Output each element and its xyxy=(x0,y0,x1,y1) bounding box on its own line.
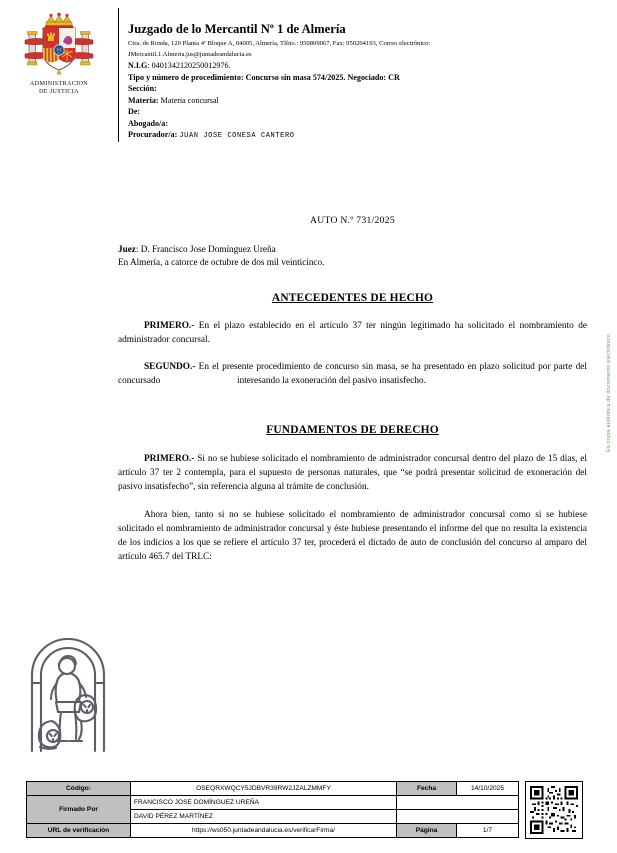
qr-code-icon[interactable] xyxy=(525,781,583,839)
nig-label: N.I.G xyxy=(128,61,148,71)
firmado-value-1: FRANCISCO JOSE DOMÍNGUEZ UREÑA xyxy=(131,796,397,810)
procedure-line xyxy=(128,72,617,83)
judge-value: : D. Francisco Jose Domínguez Ureña xyxy=(135,244,276,254)
firmado-value-2: DAVID PÉREZ MARTÍNEZ xyxy=(131,810,397,824)
antecedentes-heading: ANTECEDENTES DE HECHO xyxy=(271,291,434,304)
seccion-label: Sección: xyxy=(128,84,157,94)
electronic-copy-stamp xyxy=(602,298,616,488)
document-header xyxy=(0,8,617,142)
antecedente-primero-ordinal: PRIMERO.- xyxy=(144,320,195,331)
abogado-label: Abogado/a: xyxy=(128,118,169,128)
fundamento-primero-ordinal: PRIMERO.- xyxy=(144,454,195,465)
procurador-line xyxy=(128,129,617,142)
pagina-value: 1/7 xyxy=(457,824,519,838)
emblem-column xyxy=(0,8,118,96)
de-line xyxy=(128,106,617,117)
court-seal xyxy=(22,625,114,755)
electronic-copy-stamp-text: Es copia auténtica de documento electrónico xyxy=(606,333,612,453)
codigo-label: Código: xyxy=(27,782,131,796)
signature-table xyxy=(26,781,519,838)
firmado-blank-1 xyxy=(397,796,519,810)
table-row-codigo xyxy=(27,782,519,796)
emblem-caption-line1: ADMINISTRACION xyxy=(29,80,89,87)
url-label: URL de verificación xyxy=(27,824,131,838)
court-address: Ctra. de Ronda, 120 Planta 4ª Bloque A, 04005, Almería, Tlfno.: 950809067, Fax: 950204193, Correo electrónico: xyxy=(128,40,431,48)
spain-coat-of-arms-icon xyxy=(0,12,118,78)
auto-number: AUTO N.º 731/2025 xyxy=(310,215,395,226)
materia-line xyxy=(128,95,617,106)
codigo-value: OSEQRXWQCY5JDBVR39RW2JZALZMMFY xyxy=(131,782,397,796)
court-title: Juzgado de lo Mercantil Nº 1 de Almería xyxy=(128,22,346,36)
nig-value: : 0401342120250012976. xyxy=(147,61,231,71)
court-email: JMercantil.1.Almeria.jus@juntadeandalucia.es xyxy=(128,51,252,59)
antecedente-segundo-text-part1: En el presente procedimiento de concurso sin masa, se ha presentado en plazo solicitud por parte del concursado xyxy=(118,361,587,387)
antecedente-segundo-text-part2: interesando la exoneración del pasivo insatisfecho. xyxy=(234,376,426,387)
court-header-text xyxy=(118,8,617,142)
procedure-value: Concurso sin masa 574/2025. Negociado: CR xyxy=(245,72,400,82)
fundamentos-heading: FUNDAMENTOS DE DERECHO xyxy=(266,424,439,437)
document-body xyxy=(118,215,587,577)
pagina-label: Página xyxy=(397,824,457,838)
fecha-label: Fecha xyxy=(397,782,457,796)
judge-line xyxy=(118,243,587,256)
emblem-caption xyxy=(0,80,118,96)
firmado-blank-2 xyxy=(397,810,519,824)
judge-label: Juez xyxy=(118,244,136,254)
fecha-value: 14/10/2025 xyxy=(457,782,519,796)
antecedente-primero-text: En el plazo establecido en el artículo 37 ter ningún legitimado ha solicitado el nombramiento de administrador concursal. xyxy=(118,320,587,345)
fundamento-continuacion xyxy=(118,508,587,565)
seccion-line xyxy=(128,83,617,94)
fundamento-primero-text: Si no se hubiese solicitado el nombramiento de administrador concursal dentro del plazo de 15 días, el artículo 37 ter 2 contempla, para el supuesto de personas naturales, que “se podrá presentar solicitud de exoneración del pasivo insatisfecho”, sin referencia alguna al trámite de conclusión. xyxy=(118,454,587,493)
table-row-firmado-1 xyxy=(27,796,519,810)
antecedente-primero xyxy=(118,319,587,347)
abogado-line xyxy=(128,118,617,129)
table-row-url xyxy=(27,824,519,838)
antecedente-segundo-ordinal: SEGUNDO.- xyxy=(144,361,196,372)
signature-footer xyxy=(26,781,591,839)
procurador-value: JUAN JOSE CONESA CANTERO xyxy=(179,132,295,141)
procedure-label: Tipo y número de procedimiento: xyxy=(128,72,244,82)
antecedente-segundo xyxy=(118,360,587,388)
materia-value: Materia concursal xyxy=(160,95,219,105)
fundamento-primero xyxy=(118,452,587,494)
nig-line xyxy=(128,60,617,71)
de-label: De: xyxy=(128,107,141,117)
materia-label: Materia: xyxy=(128,95,159,105)
emblem-caption-line2: DE JUSTICIA xyxy=(39,87,79,95)
place-date-line: En Almería, a catorce de octubre de dos mil veinticinco. xyxy=(118,257,325,268)
daniel-lions-den-seal-icon xyxy=(22,742,114,759)
procurador-label: Procurador/a: xyxy=(128,130,178,140)
firmado-label: Firmado Por xyxy=(27,796,131,824)
url-value[interactable]: https://ws050.juntadeandalucia.es/verificarFirma/ xyxy=(131,824,397,838)
fundamento-continuacion-text: Ahora bien, tanto si no se hubiese solicitado el nombramiento de administrador concursal como si se hubiese solicitado el nombramiento de administrador concursal y éste hubiese presentando el informe del que no resulta la existencia de los indicios a los que se refiere el artículo 37 ter, procederá el dictado de auto de conclusión del concurso al amparo del artículo 465.7 del TRLC: xyxy=(118,509,587,562)
